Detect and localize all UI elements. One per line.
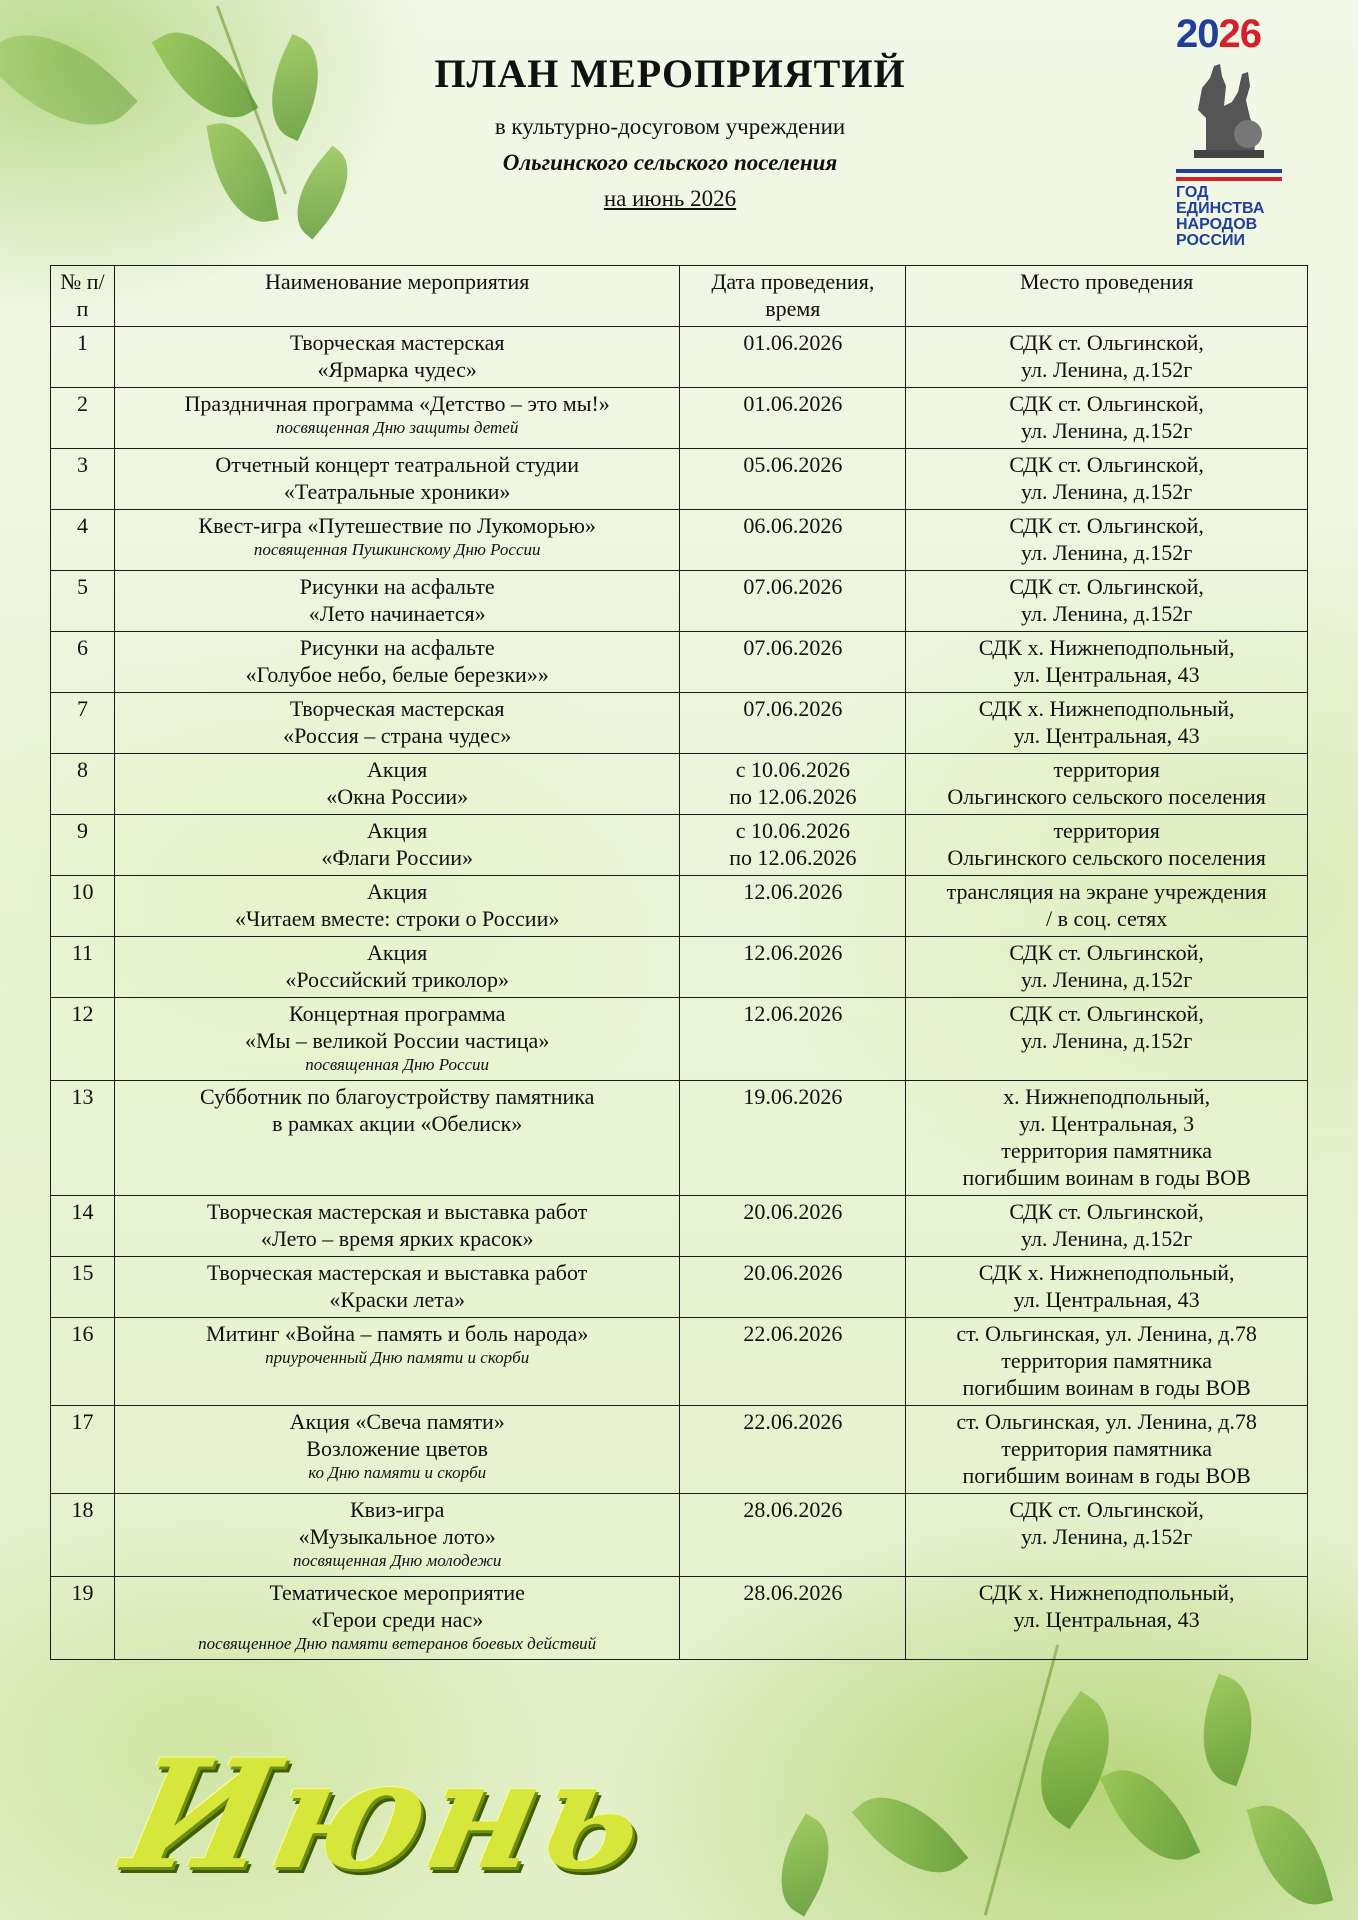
cell-date: 12.06.2026	[680, 876, 906, 937]
cell-event-name	[114, 1257, 679, 1318]
event-note: посвященная Дню молодежи	[292, 1551, 502, 1570]
table-row	[51, 693, 1308, 754]
column-header-name: Наименование мероприятия	[114, 266, 679, 327]
events-table	[50, 265, 1308, 1660]
cell-place: СДК ст. Ольгинской, ул. Ленина, д.152г	[906, 388, 1308, 449]
cell-date: 20.06.2026	[680, 1257, 906, 1318]
column-header-date: Дата проведения, время	[680, 266, 906, 327]
cell-event-name	[114, 1318, 679, 1406]
cell-number: 18	[51, 1494, 115, 1577]
cell-date: 28.06.2026	[680, 1494, 906, 1577]
cell-event-name	[114, 876, 679, 937]
cell-date: 07.06.2026	[680, 571, 906, 632]
decorative-month-lettering: Июнь	[111, 1727, 665, 1903]
cell-number: 5	[51, 571, 115, 632]
cell-event-name	[114, 632, 679, 693]
event-note: ко Дню памяти и скорби	[308, 1463, 487, 1482]
event-name: Творческая мастерская и выставка работ «Лето – время ярких красок»	[207, 1199, 588, 1251]
logo-blue-bar	[1176, 169, 1282, 173]
table-row	[51, 876, 1308, 937]
subtitle: в культурно-досуговом учреждении	[494, 114, 846, 139]
event-note: посвященная Дню защиты детей	[275, 418, 519, 437]
event-name: Тематическое мероприятие «Герои среди нас»	[269, 1580, 525, 1632]
cell-place: СДК х. Нижнеподпольный, ул. Центральная, 43	[906, 693, 1308, 754]
cell-date: 12.06.2026	[680, 998, 906, 1081]
cell-number: 15	[51, 1257, 115, 1318]
event-name: Квест-игра «Путешествие по Лукоморью»	[198, 513, 596, 538]
event-name: Рисунки на асфальте «Лето начинается»	[299, 574, 495, 626]
table-row	[51, 449, 1308, 510]
cell-date: 22.06.2026	[680, 1318, 906, 1406]
event-name: Праздничная программа «Детство – это мы!»	[184, 391, 610, 416]
event-note: посвященная Пушкинскому Дню России	[253, 540, 541, 559]
cell-date: 20.06.2026	[680, 1196, 906, 1257]
cell-place: территория Ольгинского сельского поселения	[906, 815, 1308, 876]
cell-place: ст. Ольгинская, ул. Ленина, д.78 территория памятника погибшим воинам в годы ВОВ	[906, 1318, 1308, 1406]
cell-place: СДК ст. Ольгинской, ул. Ленина, д.152г	[906, 510, 1308, 571]
cell-date: с 10.06.2026 по 12.06.2026	[680, 815, 906, 876]
cell-place: СДК ст. Ольгинской, ул. Ленина, д.152г	[906, 1494, 1308, 1577]
cell-number: 1	[51, 327, 115, 388]
cell-event-name	[114, 693, 679, 754]
table-row	[51, 937, 1308, 998]
cell-date: 12.06.2026	[680, 937, 906, 998]
cell-event-name	[114, 449, 679, 510]
cell-date: 22.06.2026	[680, 1406, 906, 1494]
cell-place: СДК ст. Ольгинской, ул. Ленина, д.152г	[906, 571, 1308, 632]
event-name: Акция «Флаги России»	[321, 818, 473, 870]
cell-number: 8	[51, 754, 115, 815]
cell-number: 3	[51, 449, 115, 510]
table-row	[51, 388, 1308, 449]
table-row	[51, 1081, 1308, 1196]
table-row	[51, 754, 1308, 815]
table-header-row	[51, 266, 1308, 327]
cell-place: СДК х. Нижнеподпольный, ул. Центральная, 43	[906, 1257, 1308, 1318]
cell-event-name	[114, 998, 679, 1081]
cell-date: с 10.06.2026 по 12.06.2026	[680, 754, 906, 815]
cell-event-name	[114, 510, 679, 571]
cell-place: СДК ст. Ольгинской, ул. Ленина, д.152г	[906, 937, 1308, 998]
cell-place: СДК х. Нижнеподпольный, ул. Центральная, 43	[906, 632, 1308, 693]
cell-event-name	[114, 937, 679, 998]
cell-date: 06.06.2026	[680, 510, 906, 571]
document-header	[0, 50, 1340, 217]
event-name: Творческая мастерская «Россия – страна чудес»	[283, 696, 512, 748]
cell-date: 28.06.2026	[680, 1577, 906, 1660]
table-row	[51, 815, 1308, 876]
event-note: посвященное Дню памяти ветеранов боевых действий	[198, 1634, 597, 1653]
cell-place: СДК ст. Ольгинской, ул. Ленина, д.152г	[906, 1196, 1308, 1257]
table-row	[51, 1494, 1308, 1577]
cell-number: 19	[51, 1577, 115, 1660]
cell-number: 13	[51, 1081, 115, 1196]
cell-date: 01.06.2026	[680, 388, 906, 449]
table-row	[51, 571, 1308, 632]
event-name: Рисунки на асфальте «Голубое небо, белые березки»»	[245, 635, 549, 687]
cell-number: 7	[51, 693, 115, 754]
table-row	[51, 510, 1308, 571]
cell-number: 2	[51, 388, 115, 449]
cell-number: 4	[51, 510, 115, 571]
table-row	[51, 1318, 1308, 1406]
event-name: Субботник по благоустройству памятника в рамках акции «Обелиск»	[199, 1084, 595, 1136]
cell-date: 07.06.2026	[680, 693, 906, 754]
cell-event-name	[114, 327, 679, 388]
logo-caption: ГОД ЕДИНСТВА НАРОДОВ РОССИИ	[1176, 184, 1265, 249]
cell-number: 14	[51, 1196, 115, 1257]
cell-event-name	[114, 1494, 679, 1577]
event-name: Отчетный концерт театральной студии «Театральные хроники»	[215, 452, 580, 504]
cell-date: 01.06.2026	[680, 327, 906, 388]
event-name: Концертная программа «Мы – великой России частица»	[245, 1001, 550, 1053]
table-row	[51, 1196, 1308, 1257]
table-row	[51, 1257, 1308, 1318]
logo-year: 2026	[1176, 12, 1261, 56]
cell-place: СДК ст. Ольгинской, ул. Ленина, д.152г	[906, 327, 1308, 388]
cell-number: 12	[51, 998, 115, 1081]
event-note: посвященная Дню России	[305, 1055, 490, 1074]
cell-event-name	[114, 1196, 679, 1257]
table-row	[51, 632, 1308, 693]
cell-place: СДК ст. Ольгинской, ул. Ленина, д.152г	[906, 998, 1308, 1081]
cell-event-name	[114, 388, 679, 449]
cell-place: трансляция на экране учреждения / в соц. сетях	[906, 876, 1308, 937]
cell-number: 16	[51, 1318, 115, 1406]
cell-place: х. Нижнеподпольный, ул. Центральная, 3 территория памятника погибшим воинам в годы ВОВ	[906, 1081, 1308, 1196]
cell-number: 6	[51, 632, 115, 693]
column-header-number: № п/п	[51, 266, 115, 327]
cell-date: 19.06.2026	[680, 1081, 906, 1196]
event-name: Митинг «Война – память и боль народа»	[206, 1321, 589, 1346]
cell-event-name	[114, 815, 679, 876]
event-name: Акция «Российский триколор»	[285, 940, 510, 992]
logo-red-bar	[1176, 177, 1282, 181]
organization-name: Ольгинского сельского поселения	[502, 150, 838, 175]
cell-number: 9	[51, 815, 115, 876]
cell-place: СДК ст. Ольгинской, ул. Ленина, д.152г	[906, 449, 1308, 510]
cell-number: 17	[51, 1406, 115, 1494]
cell-event-name	[114, 1577, 679, 1660]
monument-icon	[1176, 58, 1276, 158]
cell-event-name	[114, 571, 679, 632]
cell-place: СДК х. Нижнеподпольный, ул. Центральная, 43	[906, 1577, 1308, 1660]
year-of-unity-logo	[1176, 14, 1282, 250]
cell-date: 07.06.2026	[680, 632, 906, 693]
period-label: на июнь 2026	[603, 186, 737, 211]
event-note: приуроченный Дню памяти и скорби	[265, 1348, 530, 1367]
cell-place: территория Ольгинского сельского поселения	[906, 754, 1308, 815]
event-name: Квиз-игра «Музыкальное лото»	[298, 1497, 496, 1549]
event-name: Акция «Свеча памяти» Возложение цветов	[289, 1409, 505, 1461]
table-row	[51, 1406, 1308, 1494]
cell-number: 11	[51, 937, 115, 998]
cell-event-name	[114, 1081, 679, 1196]
event-name: Акция «Читаем вместе: строки о России»	[235, 879, 560, 931]
cell-event-name	[114, 754, 679, 815]
cell-number: 10	[51, 876, 115, 937]
cell-date: 05.06.2026	[680, 449, 906, 510]
event-name: Творческая мастерская и выставка работ «Краски лета»	[207, 1260, 588, 1312]
event-name: Акция «Окна России»	[326, 757, 469, 809]
table-row	[51, 998, 1308, 1081]
column-header-place: Место проведения	[906, 266, 1308, 327]
page-title: ПЛАН МЕРОПРИЯТИЙ	[434, 51, 906, 96]
event-name: Творческая мастерская «Ярмарка чудес»	[289, 330, 505, 382]
cell-event-name	[114, 1406, 679, 1494]
cell-place: ст. Ольгинская, ул. Ленина, д.78 территория памятника погибшим воинам в годы ВОВ	[906, 1406, 1308, 1494]
table-row	[51, 327, 1308, 388]
table-row	[51, 1577, 1308, 1660]
